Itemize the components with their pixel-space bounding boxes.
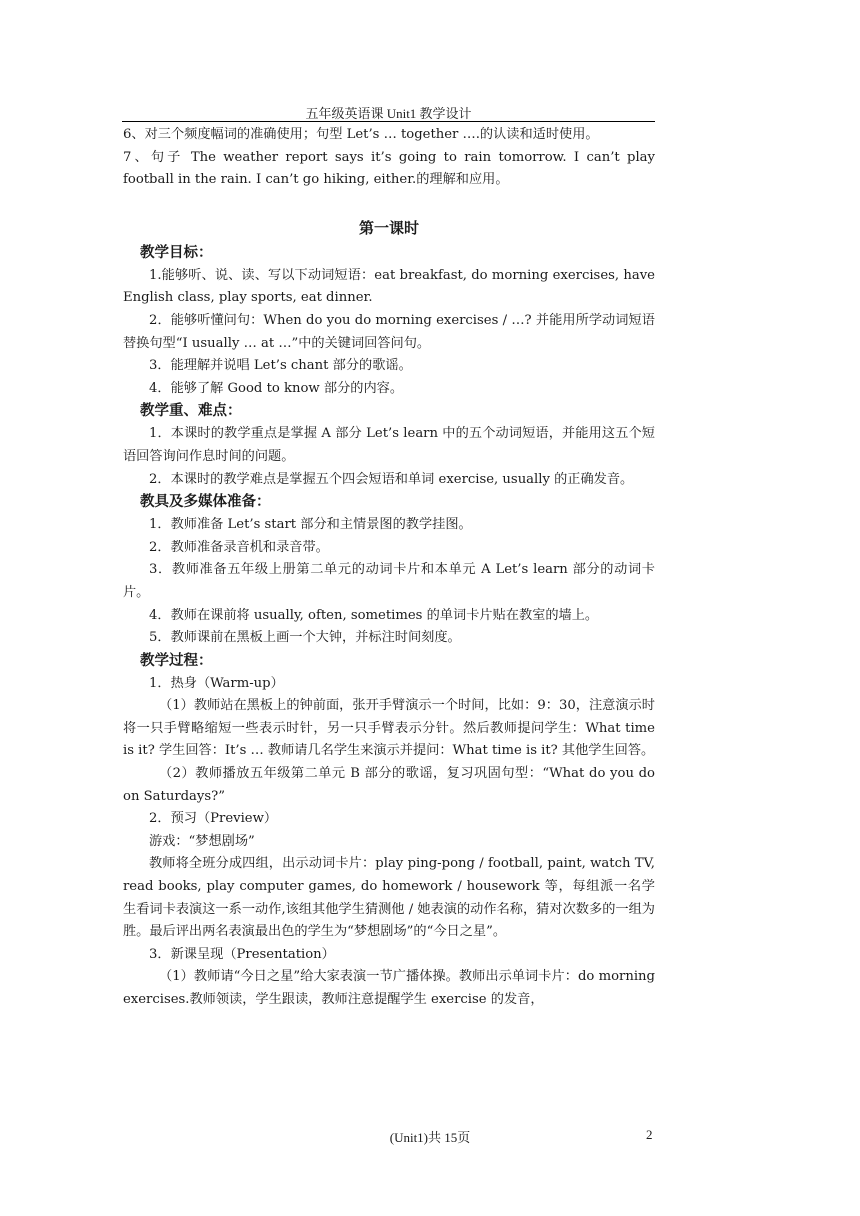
warmup-step-1: （1）教师站在黑板上的钟前面，张开手臂演示一个时间，比如：9：30，注意演示时将一只手臂略缩短一些表示时针，另一只手臂表示分针。然后教师提问学生：What time is it? 学生回答：It’s … 教师请几名学生来演示并提问：What time is it? 其他学生回答。: [123, 698, 655, 759]
preview-title: 2．预习（Preview）: [149, 811, 278, 827]
document-body: [123, 124, 655, 1012]
warmup-title: 1．热身（Warm-up）: [149, 675, 284, 691]
game-title: 游戏：“梦想剧场”: [149, 833, 255, 849]
presentation-step-1: （1）教师请“今日之星”给大家表演一节广播体操。教师出示单词卡片：do morning exercises.教师领读，学生跟读，教师注意提醒学生 exercise 的发音，: [123, 969, 655, 1007]
intro-item-7: 7、句子 The weather report says it’s going to rain tomorrow. I can’t play football in the rain. I can’t go hiking, either.的理解和应用。: [123, 149, 655, 188]
materials-item: 5．教师课前在黑板上画一个大钟，并标注时间刻度。: [149, 630, 461, 646]
materials-item: 2．教师准备录音机和录音带。: [149, 539, 329, 555]
objective-item: 1.能够听、说、读、写以下动词短语：eat breakfast, do morning exercises, have English class, play sports, eat dinner.: [123, 267, 655, 306]
objective-item: 4．能够了解 Good to know 部分的内容。: [149, 380, 404, 396]
focus-item: 1．本课时的教学重点是掌握 A 部分 Let’s learn 中的五个动词短语，并能用这五个短语回答询问作息时间的问题。: [123, 426, 655, 464]
preview-text: 教师将全班分成四组，出示动词卡片：play ping-pong / football, paint, watch TV, read books, play computer games, do homework / housework 等，每组派一名学生看词卡表演这一系一动作,该组其他学生猜测他 / 她表演的动作名称，猜对次数多的一组为胜。最后评出两名表演最出色的学生为“梦想剧场”的“今日之星”。: [123, 856, 655, 940]
objective-item: 3．能理解并说唱 Let’s chant 部分的歌谣。: [149, 358, 412, 374]
intro-item-6: 6、对三个频度幅词的准确使用；句型 Let’s … together ….的认读和适时使用。: [123, 127, 599, 142]
materials-item: 4．教师在课前将 usually, often, sometimes 的单词卡片贴在教室的墙上。: [149, 607, 599, 623]
focus-item: 2．本课时的教学难点是掌握五个四会短语和单词 exercise, usually 的正确发音。: [149, 471, 634, 487]
objectives-heading: 教学目标：: [140, 244, 213, 261]
lesson-title: 第一课时: [358, 218, 419, 237]
materials-item: 1．教师准备 Let’s start 部分和主情景图的教学挂图。: [149, 517, 472, 533]
page-footer-total: (Unit1)共 15页: [389, 1130, 471, 1145]
page-header-title: 五年级英语课 Unit1 教学设计: [305, 106, 472, 121]
page-number: 2: [646, 1127, 653, 1142]
presentation-title: 3．新课呈现（Presentation）: [149, 946, 335, 962]
warmup-step-2: （2）教师播放五年级第二单元 B 部分的歌谣，复习巩固句型：“What do you do on Saturdays?”: [123, 766, 655, 804]
focus-heading: 教学重、难点：: [140, 403, 242, 420]
materials-heading: 教具及多媒体准备：: [140, 494, 271, 511]
header-rule: [122, 121, 655, 122]
process-heading: 教学过程：: [140, 652, 213, 669]
materials-item: 3．教师准备五年级上册第二单元的动词卡片和本单元 A Let’s learn 部分的动词卡片。: [123, 562, 655, 600]
objective-item: 2．能够听懂问句：When do you do morning exercises / …? 并能用所学动词短语替换句型“I usually … at …”中的关键词回答问句。: [123, 312, 655, 351]
